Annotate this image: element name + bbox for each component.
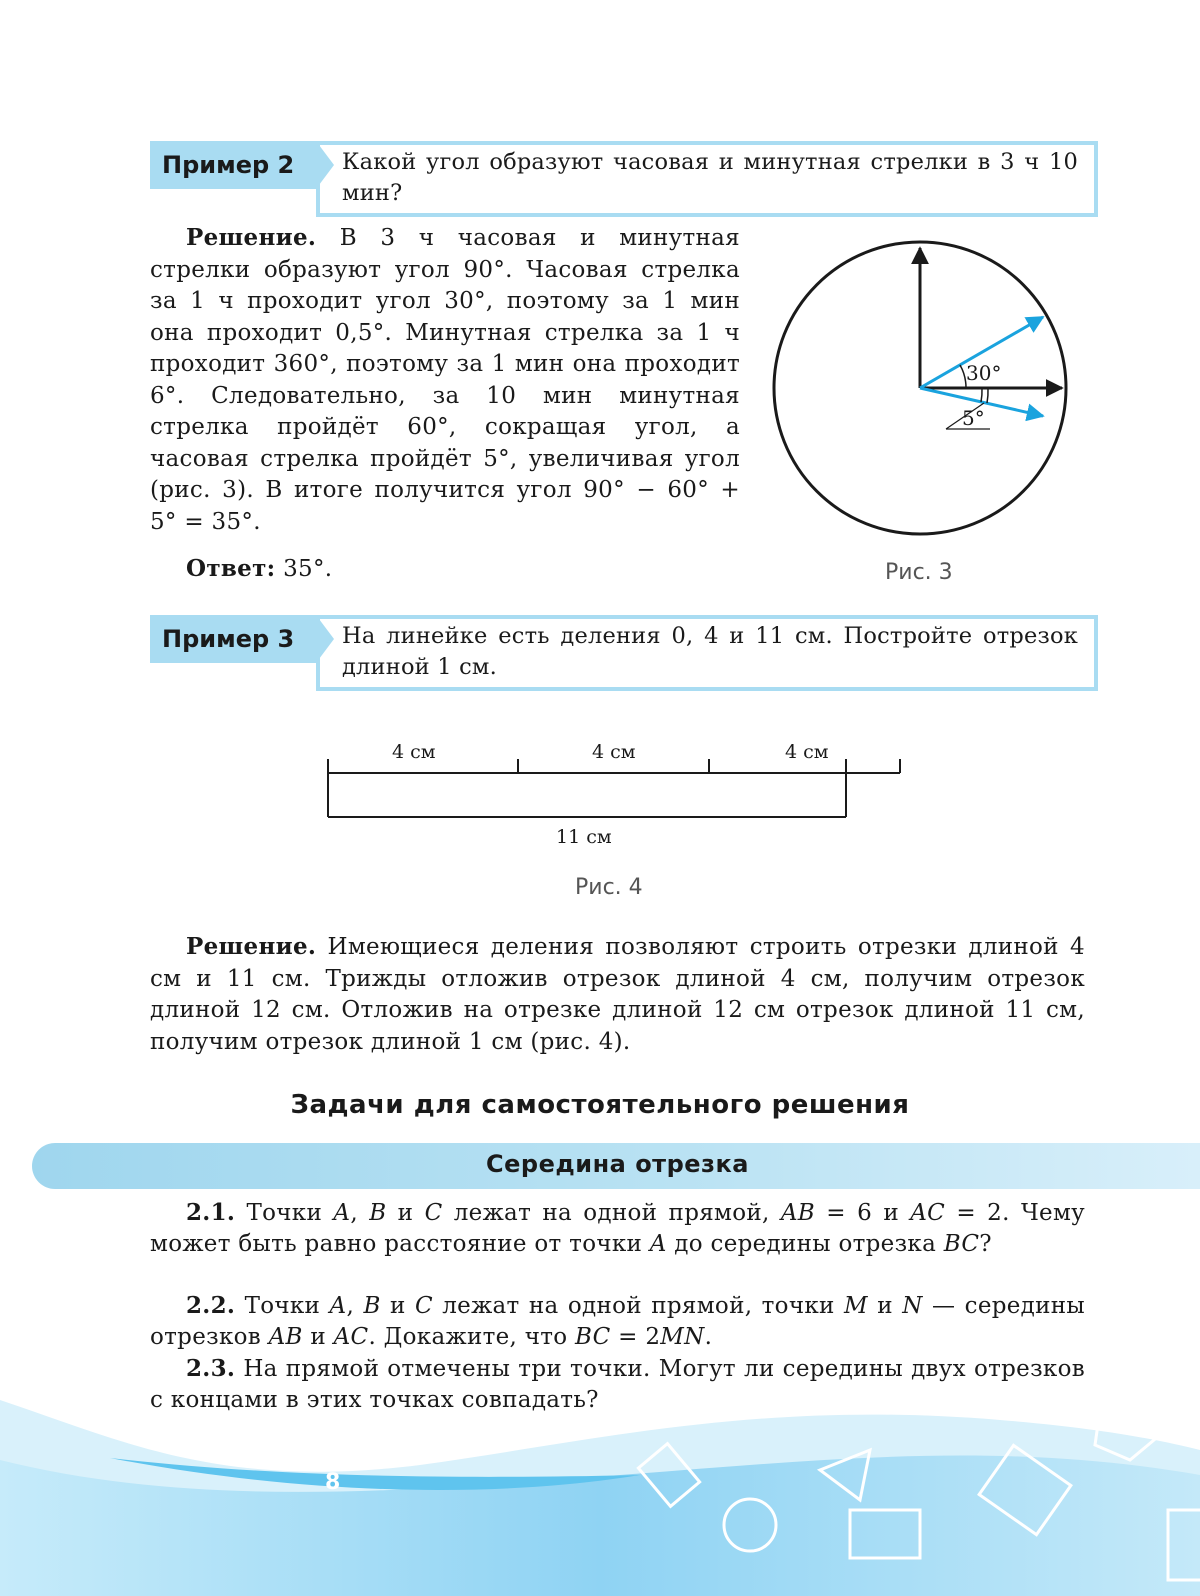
figure-4-caption: Рис. 4 [575,875,643,900]
example-2-label [150,141,318,189]
page-number: 8 [325,1470,341,1495]
task-text: Точки A, B и C лежат на одной прямой, AB = 6 и AC = 2. Чему может быть равно расстояние от точки A до середины отрезка BC? [150,1200,1085,1257]
example-2-solution [150,222,740,538]
example-2-solution-lead: Решение. [186,224,317,251]
example-3-solution [150,931,1085,1058]
angle-5-arc-1 [981,388,982,402]
example-2-question-text: Какой угол образуют часовая и минутная стрелки в 3 ч 10 мин? [342,149,1078,206]
example-2-label-text: Пример 2 [162,151,295,179]
task-text: На прямой отмечены три точки. Могут ли середины двух отрезков с концами в этих точках совпадать? [150,1356,1085,1413]
clock-figure [770,230,1080,540]
example-2-answer-value: 35°. [283,556,333,582]
example-3-solution-lead: Решение. [186,933,317,960]
subsection-title: Середина отрезка [486,1150,749,1178]
example-2-question [316,141,1098,217]
example-2-answer-lead: Ответ: [186,555,276,582]
task-text: Точки A, B и C лежат на одной прямой, точки M и N — середины отрезков AB и AC. Докажите, что BC = 2MN. [150,1293,1085,1350]
example-3-label-text: Пример 3 [162,625,295,653]
ruler-label-seg2: 4 см [592,741,636,763]
task-number: 2.2. [186,1292,236,1319]
example-3-label [150,615,318,663]
example-3-solution-text: Имеющиеся деления позволяют строить отрезки длиной 4 см и 11 см. Трижды отложив отрезок длиной 4 см, получим отрезок длиной 12 см. Отложив на отрезке длиной 12 см отрезок длиной 11 см, получим отрезок длиной 1 см (рис. 4). [150,934,1085,1055]
task-item [150,1290,1085,1353]
figure-3-caption: Рис. 3 [885,560,953,585]
task-number: 2.1. [186,1199,236,1226]
example-3-question [316,615,1098,691]
angle-5-label: 5° [962,406,985,430]
example-2-answer [186,553,486,586]
ruler-label-seg3: 4 см [785,741,829,763]
angle-5-arc-2 [987,388,988,403]
ruler-figure [320,735,910,855]
section-title: Задачи для самостоятельного решения [290,1090,910,1120]
angle-30-label: 30° [966,361,1002,385]
example-3-question-text: На линейке есть деления 0, 4 и 11 см. Постройте отрезок длиной 1 см. [342,623,1078,680]
example-2-solution-text: В 3 ч часовая и минутная стрелки образуют угол 90°. Часовая стрелка за 1 ч проходит угол 30°, поэтому за 1 мин она проходит 0,5°. Минутная стрелка за 1 ч проходит 360°, поэтому за 1 мин она проходит 6°. Следовательно, за 10 мин минутная стрелка пройдёт 60°, сокращая угол, а часовая стрелка пройдёт 5°, увеличивая угол (рис. 3). В итоге получится угол 90° − 60° + 5° = 35°. [150,225,740,535]
ruler-label-bottom: 11 см [556,826,612,848]
task-number: 2.3. [186,1355,236,1382]
ruler-label-seg1: 4 см [392,741,436,763]
bottom-wave-decoration [0,1380,1200,1596]
task-item [150,1197,1085,1260]
